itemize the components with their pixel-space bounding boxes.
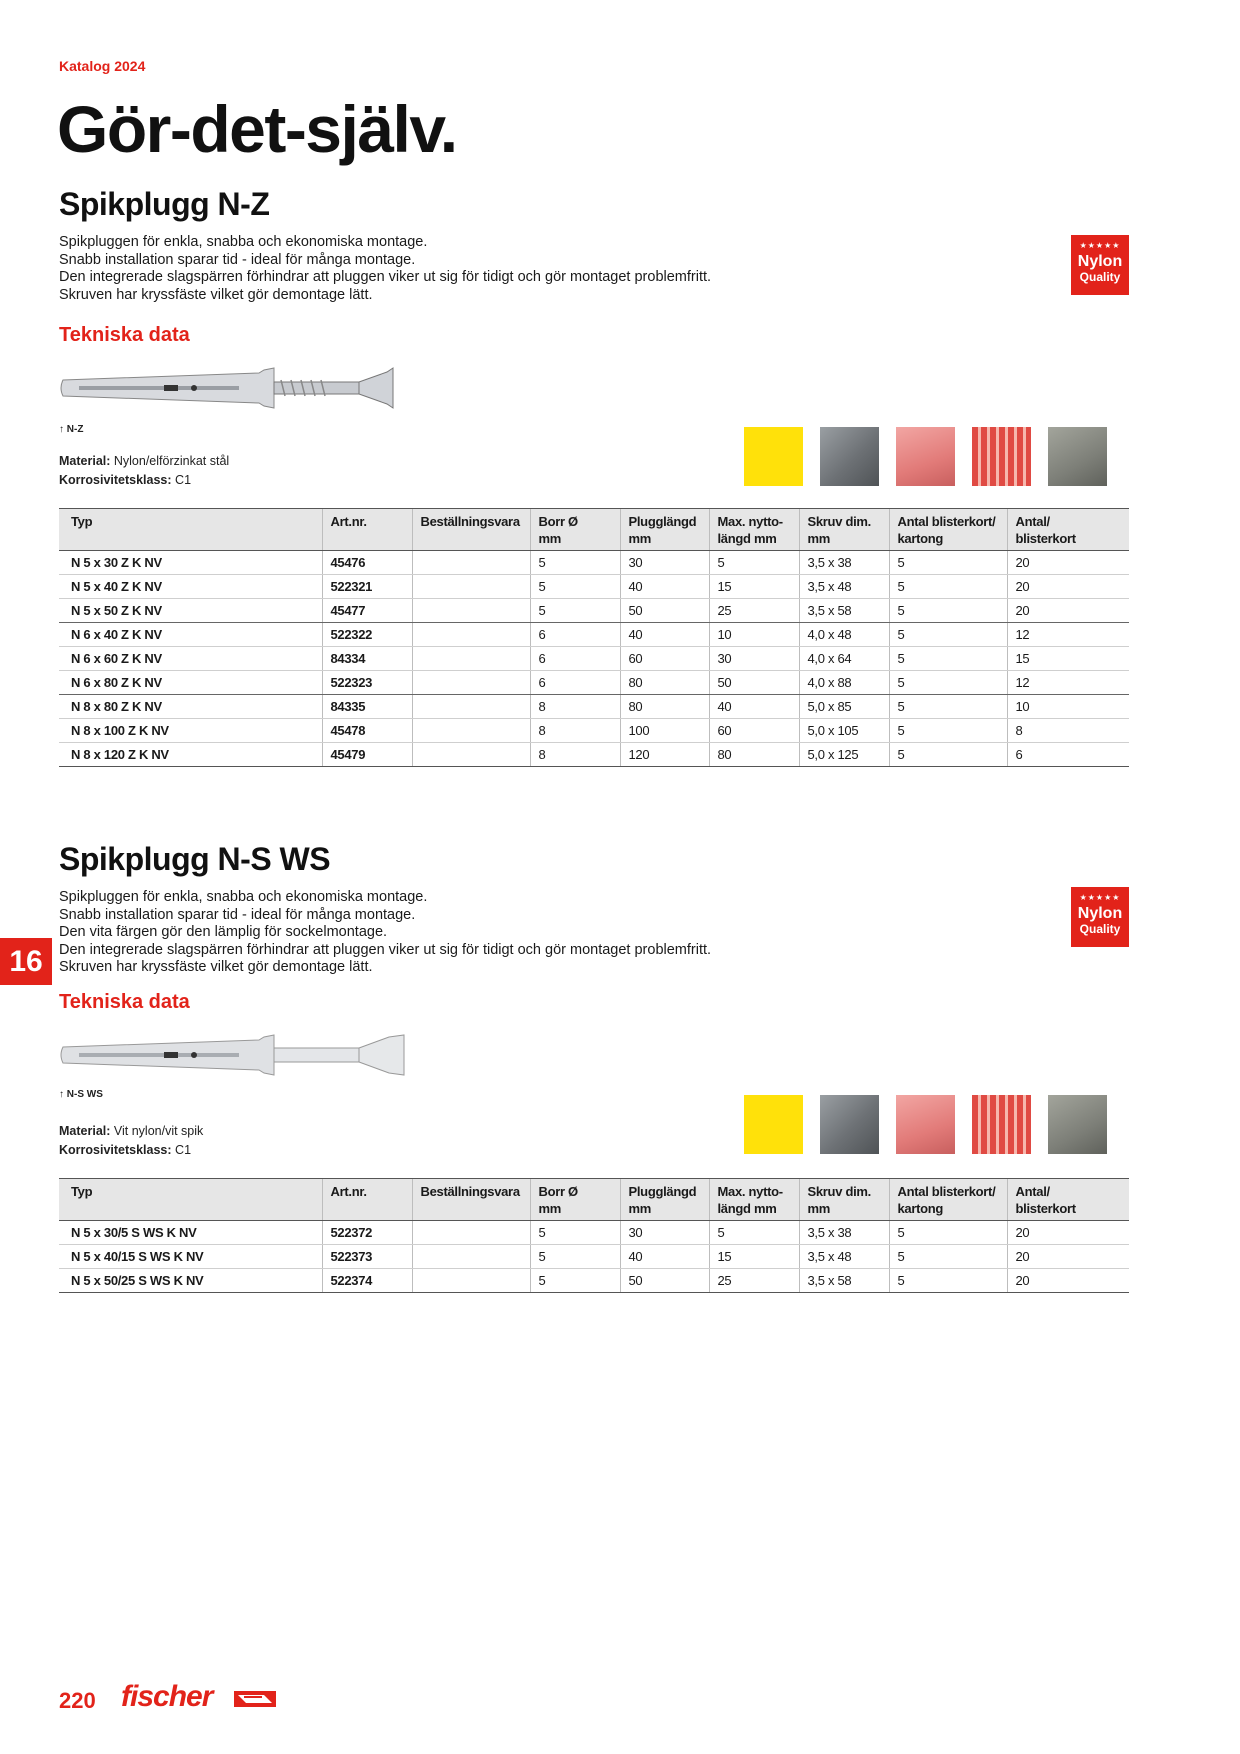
table-cell: N 5 x 50 Z K NV <box>59 599 322 623</box>
column-header: Antal/ blisterkort <box>1007 1179 1129 1221</box>
substrate-icons <box>744 1095 1107 1154</box>
table-row <box>59 695 1129 719</box>
page-number: 220 <box>59 1688 96 1713</box>
table-cell <box>412 1221 530 1245</box>
column-header: Skruv dim. mm <box>799 1179 889 1221</box>
page-title: Gör-det-själv. <box>57 92 457 166</box>
badge-quality-text: Quality <box>1079 270 1121 284</box>
column-header: Beställningsvara <box>412 509 530 551</box>
nylon-quality-badge <box>1071 887 1129 947</box>
section-title: Spikplugg N-Z <box>59 186 270 222</box>
table-cell: 5 <box>709 551 799 575</box>
table-row <box>59 671 1129 695</box>
table-row <box>59 575 1129 599</box>
table-cell: 5 <box>530 575 620 599</box>
image-caption: ↑ N-S WS <box>59 1089 103 1100</box>
column-header: Borr Ø mm <box>530 509 620 551</box>
table-row <box>59 1221 1129 1245</box>
table-cell: 8 <box>530 695 620 719</box>
material-info: Material: Nylon/elförzinkat stål Korrosivitetsklass: C1 <box>59 454 230 487</box>
table-row <box>59 1245 1129 1269</box>
table-cell: 5,0 x 105 <box>799 719 889 743</box>
concrete-substrate-icon <box>820 427 879 486</box>
table-cell: 3,5 x 48 <box>799 575 889 599</box>
table-cell: N 6 x 40 Z K NV <box>59 623 322 647</box>
section-spikplugg-n-s-ws <box>59 843 1129 1303</box>
table-cell: 3,5 x 48 <box>799 1245 889 1269</box>
table-cell: 80 <box>620 695 709 719</box>
table-cell: 5 <box>889 647 1007 671</box>
table-cell: N 6 x 60 Z K NV <box>59 647 322 671</box>
table-cell: N 8 x 80 Z K NV <box>59 695 322 719</box>
table-cell: 25 <box>709 599 799 623</box>
table-cell: 6 <box>530 623 620 647</box>
table-header-row <box>59 1179 1129 1221</box>
table-row <box>59 1269 1129 1293</box>
table-cell: 5 <box>889 695 1007 719</box>
table-cell: 3,5 x 58 <box>799 1269 889 1293</box>
table-cell: 522321 <box>322 575 412 599</box>
table-cell: 5 <box>530 1221 620 1245</box>
substrate-icons <box>744 427 1107 486</box>
plug-n-z-image <box>59 358 439 418</box>
table-cell: 45476 <box>322 551 412 575</box>
table-cell: 50 <box>620 599 709 623</box>
fischer-logo: fischer <box>121 1680 213 1713</box>
section-description <box>59 889 1129 977</box>
table-cell: 20 <box>1007 599 1129 623</box>
column-header: Max. nytto- längd mm <box>709 1179 799 1221</box>
table-cell: 20 <box>1007 1269 1129 1293</box>
table-cell <box>412 647 530 671</box>
table-cell: 45478 <box>322 719 412 743</box>
table-cell: 6 <box>530 671 620 695</box>
table-cell: 5 <box>530 599 620 623</box>
table-row <box>59 599 1129 623</box>
badge-nylon-text: Nylon <box>1077 905 1123 922</box>
table-cell: 84335 <box>322 695 412 719</box>
table-cell: 80 <box>709 743 799 767</box>
table-cell: 3,5 x 58 <box>799 599 889 623</box>
table-cell: 5,0 x 85 <box>799 695 889 719</box>
table-cell: 20 <box>1007 1221 1129 1245</box>
table-cell: 4,0 x 64 <box>799 647 889 671</box>
table-cell: 5 <box>889 623 1007 647</box>
table-cell <box>412 719 530 743</box>
table-cell: 4,0 x 88 <box>799 671 889 695</box>
table-cell: 8 <box>530 719 620 743</box>
description-line: Snabb installation sparar tid - ideal för många montage. <box>59 906 416 923</box>
arrow-up-icon: ↑ <box>59 1089 64 1100</box>
table-cell: 20 <box>1007 1245 1129 1269</box>
table-cell: N 5 x 40 Z K NV <box>59 575 322 599</box>
stars-icon: ★★★★★ <box>1079 893 1121 902</box>
description-line: Skruven har kryssfäste vilket gör demontage lätt. <box>59 286 373 303</box>
table-cell: 5 <box>889 575 1007 599</box>
section-spikplugg-n-z <box>59 188 1129 768</box>
table-cell: 522323 <box>322 671 412 695</box>
table-cell: N 8 x 100 Z K NV <box>59 719 322 743</box>
table-cell: 6 <box>1007 743 1129 767</box>
description-line: Spikpluggen för enkla, snabba och ekonomiska montage. <box>59 234 428 250</box>
table-cell: 522372 <box>322 1221 412 1245</box>
table-cell: 4,0 x 48 <box>799 623 889 647</box>
table-cell: 60 <box>620 647 709 671</box>
table-cell: 522373 <box>322 1245 412 1269</box>
table-cell: 30 <box>709 647 799 671</box>
table-cell: 45479 <box>322 743 412 767</box>
column-header: Typ <box>59 509 322 551</box>
column-header: Plugglängd mm <box>620 1179 709 1221</box>
table-cell: 40 <box>620 575 709 599</box>
description-line: Den vita färgen gör den lämplig för sockelmontage. <box>59 924 388 940</box>
table-cell <box>412 743 530 767</box>
table-row <box>59 719 1129 743</box>
natural-stone-substrate-icon <box>1048 1095 1107 1154</box>
description-line: Den integrerade slagspärren förhindrar att pluggen viker ut sig för tidigt och gör montaget problemfritt. <box>59 941 712 958</box>
column-header: Beställningsvara <box>412 1179 530 1221</box>
table-cell: 15 <box>1007 647 1129 671</box>
description-line: Den integrerade slagspärren förhindrar att pluggen viker ut sig för tidigt och gör montaget problemfritt. <box>59 269 712 285</box>
table-row <box>59 623 1129 647</box>
badge-nylon-text: Nylon <box>1077 253 1123 270</box>
table-cell: 12 <box>1007 671 1129 695</box>
table-cell <box>412 575 530 599</box>
material-info: Material: Vit nylon/vit spik Korrosivitetsklass: C1 <box>59 1124 204 1157</box>
table-header-row <box>59 509 1129 551</box>
table-cell: N 5 x 40/15 S WS K NV <box>59 1245 322 1269</box>
section-title: Spikplugg N-S WS <box>59 841 331 877</box>
table-cell: 5 <box>889 551 1007 575</box>
table-cell: 6 <box>530 647 620 671</box>
table-cell: 5 <box>889 1221 1007 1245</box>
table-cell: 10 <box>709 623 799 647</box>
column-header: Antal blisterkort/ kartong <box>889 509 1007 551</box>
table-cell: 40 <box>709 695 799 719</box>
hollow-brick-substrate-icon <box>972 1095 1031 1154</box>
table-cell: 10 <box>1007 695 1129 719</box>
column-header: Max. nytto- längd mm <box>709 509 799 551</box>
table-cell: 50 <box>709 671 799 695</box>
table-cell <box>412 1269 530 1293</box>
table-cell <box>412 623 530 647</box>
catalog-label: Katalog 2024 <box>59 58 146 74</box>
table-cell: 15 <box>709 575 799 599</box>
table-cell: 45477 <box>322 599 412 623</box>
table-cell: 522322 <box>322 623 412 647</box>
table-cell: 50 <box>620 1269 709 1293</box>
table-cell: 20 <box>1007 551 1129 575</box>
tech-data-title: Tekniska data <box>59 991 190 1013</box>
table-cell: 5 <box>889 719 1007 743</box>
table-cell <box>412 1245 530 1269</box>
fischer-logo-mark-icon <box>234 1689 276 1709</box>
table-cell: 8 <box>1007 719 1129 743</box>
image-caption: ↑ N-Z <box>59 424 84 435</box>
table-cell: 15 <box>709 1245 799 1269</box>
yellow-substrate-icon <box>744 1095 803 1154</box>
column-header: Plugglängd mm <box>620 509 709 551</box>
table-cell: 80 <box>620 671 709 695</box>
table-cell: 120 <box>620 743 709 767</box>
table-cell: 5 <box>889 1269 1007 1293</box>
column-header: Skruv dim. mm <box>799 509 889 551</box>
arrow-up-icon: ↑ <box>59 424 64 435</box>
table-cell: 100 <box>620 719 709 743</box>
table-cell: 60 <box>709 719 799 743</box>
nylon-quality-badge <box>1071 235 1129 295</box>
plug-n-s-ws-image <box>59 1025 419 1085</box>
table-cell: 522374 <box>322 1269 412 1293</box>
concrete-substrate-icon <box>820 1095 879 1154</box>
chapter-tab: 16 <box>0 938 52 985</box>
table-cell: 5 <box>530 1269 620 1293</box>
table-cell: 84334 <box>322 647 412 671</box>
table-cell: 5 <box>889 743 1007 767</box>
column-header: Antal blisterkort/ kartong <box>889 1179 1007 1221</box>
description-line: Spikpluggen för enkla, snabba och ekonomiska montage. <box>59 889 428 905</box>
table-cell: 3,5 x 38 <box>799 551 889 575</box>
column-header: Antal/ blisterkort <box>1007 509 1129 551</box>
description-line: Skruven har kryssfäste vilket gör demontage lätt. <box>59 959 373 975</box>
table-cell: 40 <box>620 1245 709 1269</box>
table-cell: 5 <box>889 671 1007 695</box>
table-cell: N 8 x 120 Z K NV <box>59 743 322 767</box>
table-cell <box>412 671 530 695</box>
table-cell: 5 <box>530 1245 620 1269</box>
column-header: Art.nr. <box>322 509 412 551</box>
table-cell: 40 <box>620 623 709 647</box>
stars-icon: ★★★★★ <box>1079 241 1121 250</box>
table-cell: 30 <box>620 1221 709 1245</box>
table-cell <box>412 551 530 575</box>
table-cell: 25 <box>709 1269 799 1293</box>
table-cell: 3,5 x 38 <box>799 1221 889 1245</box>
section-description <box>59 234 1129 304</box>
table-cell: N 5 x 30 Z K NV <box>59 551 322 575</box>
table-cell: 5 <box>889 1245 1007 1269</box>
table-row <box>59 647 1129 671</box>
table-cell: N 6 x 80 Z K NV <box>59 671 322 695</box>
tech-data-title: Tekniska data <box>59 324 190 346</box>
solid-brick-substrate-icon <box>896 427 955 486</box>
column-header: Art.nr. <box>322 1179 412 1221</box>
table-cell: N 5 x 50/25 S WS K NV <box>59 1269 322 1293</box>
spec-table-n-z <box>59 508 1129 767</box>
yellow-substrate-icon <box>744 427 803 486</box>
table-cell: N 5 x 30/5 S WS K NV <box>59 1221 322 1245</box>
solid-brick-substrate-icon <box>896 1095 955 1154</box>
table-cell: 5 <box>889 599 1007 623</box>
table-cell: 12 <box>1007 623 1129 647</box>
natural-stone-substrate-icon <box>1048 427 1107 486</box>
column-header: Typ <box>59 1179 322 1221</box>
column-header: Borr Ø mm <box>530 1179 620 1221</box>
table-cell: 30 <box>620 551 709 575</box>
table-row <box>59 743 1129 767</box>
table-cell: 5,0 x 125 <box>799 743 889 767</box>
hollow-brick-substrate-icon <box>972 427 1031 486</box>
table-cell: 8 <box>530 743 620 767</box>
badge-quality-text: Quality <box>1079 922 1121 936</box>
description-line: Snabb installation sparar tid - ideal för många montage. <box>59 251 416 268</box>
table-cell: 20 <box>1007 575 1129 599</box>
table-cell <box>412 599 530 623</box>
table-cell: 5 <box>530 551 620 575</box>
table-row <box>59 551 1129 575</box>
spec-table-n-s-ws <box>59 1178 1129 1293</box>
table-cell <box>412 695 530 719</box>
table-cell: 5 <box>709 1221 799 1245</box>
